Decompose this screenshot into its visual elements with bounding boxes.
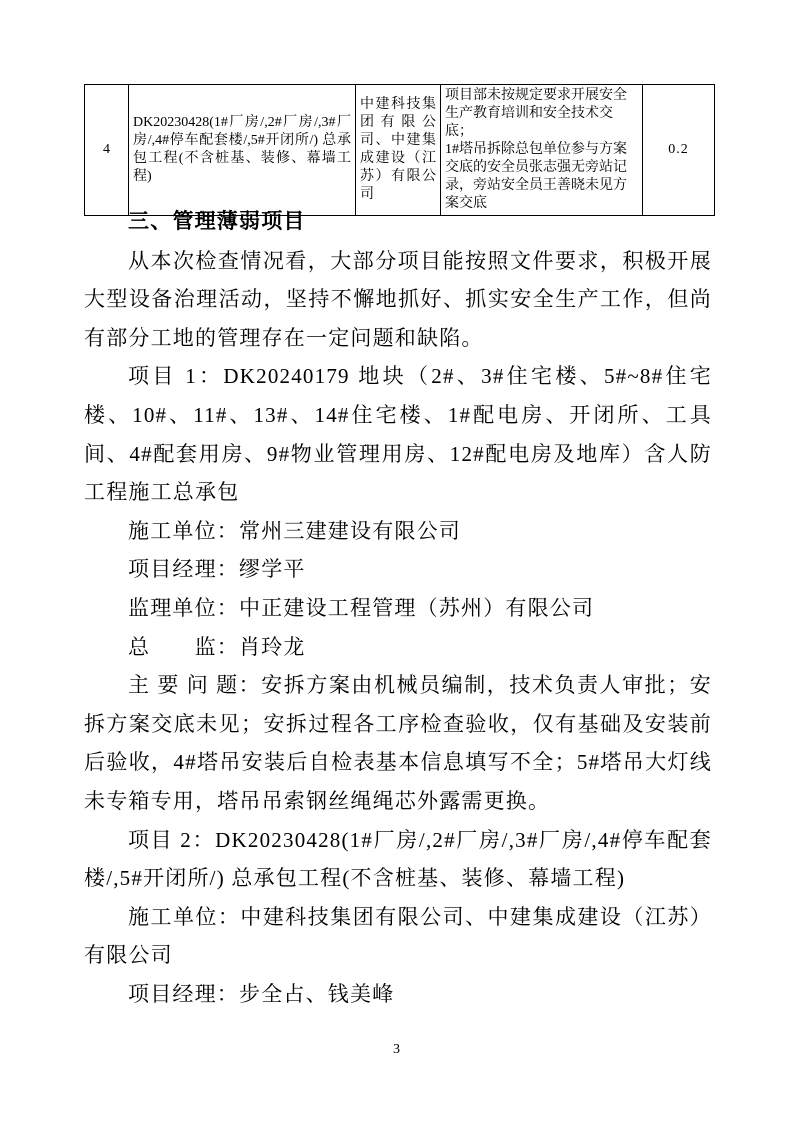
- issue-line: 项目部未按规定要求开展安全生产教育培训和安全技术交底；: [445, 88, 627, 139]
- project1-manager: 项目经理：缪学平: [128, 557, 306, 582]
- row-score: 0.2: [643, 85, 715, 216]
- project1-chief-supervisor: 总 监：肖玲龙: [128, 634, 306, 659]
- project1-title: 项目 1：DK20240179 地块（2#、3#住宅楼、5#~8#住宅楼、10#、11#、13#、14#住宅楼、1#配电房、开闭所、工具间、4#配套用房、9#物业管理用房、12#配电房及地库）含人防工程施工总承包: [84, 364, 712, 505]
- row-issues-cell: [441, 85, 643, 216]
- project2-title: 项目 2：DK20230428(1#厂房/,2#厂房/,3#厂房/,4#停车配套楼/,5#开闭所/) 总承包工程(不含桩基、装修、幕墙工程): [84, 827, 712, 891]
- table-row: [85, 85, 715, 216]
- document-body: [84, 203, 712, 1013]
- project2-manager: 项目经理：步全占、钱美峰: [128, 981, 395, 1006]
- inspection-score-table: [84, 84, 715, 216]
- row-contractor-name: 中建科技集团有限公司、中建集成建设（江苏）有限公司: [356, 85, 441, 216]
- issue-line: 1#塔吊拆除总包单位参与方案交底的安全员张志强无旁站记录，旁站安全员王善晓未见方案交底: [445, 142, 627, 211]
- project2-contractor: 施工单位：中建科技集团有限公司、中建集成建设（江苏）有限公司: [84, 904, 712, 968]
- project1-supervision-unit: 监理单位：中正建设工程管理（苏州）有限公司: [128, 595, 595, 620]
- project1-contractor: 施工单位：常州三建建设有限公司: [128, 518, 461, 543]
- row-sequence-number: 4: [85, 85, 129, 216]
- intro-paragraph: 从本次检查情况看，大部分项目能按照文件要求，积极开展大型设备治理活动，坚持不懈地抓好、抓实安全生产工作，但尚有部分工地的管理存在一定问题和缺陷。: [84, 248, 712, 350]
- page-number: 3: [393, 1042, 400, 1057]
- section-heading: 三、管理薄弱项目: [128, 210, 306, 233]
- row-project-name: DK20230428(1#厂房/,2#厂房/,3#厂房/,4#停车配套楼/,5#开闭所/) 总承包工程(不含桩基、装修、幕墙工程): [129, 85, 356, 216]
- project1-issues: 主 要 问 题：安拆方案由机械员编制，技术负责人审批；安拆方案交底未见；安拆过程各工序检查验收，仅有基础及安装前后验收，4#塔吊安装后自检表基本信息填写不全；5#塔吊大灯线未专箱专用，塔吊吊索钢丝绳绳芯外露需更换。: [84, 673, 712, 813]
